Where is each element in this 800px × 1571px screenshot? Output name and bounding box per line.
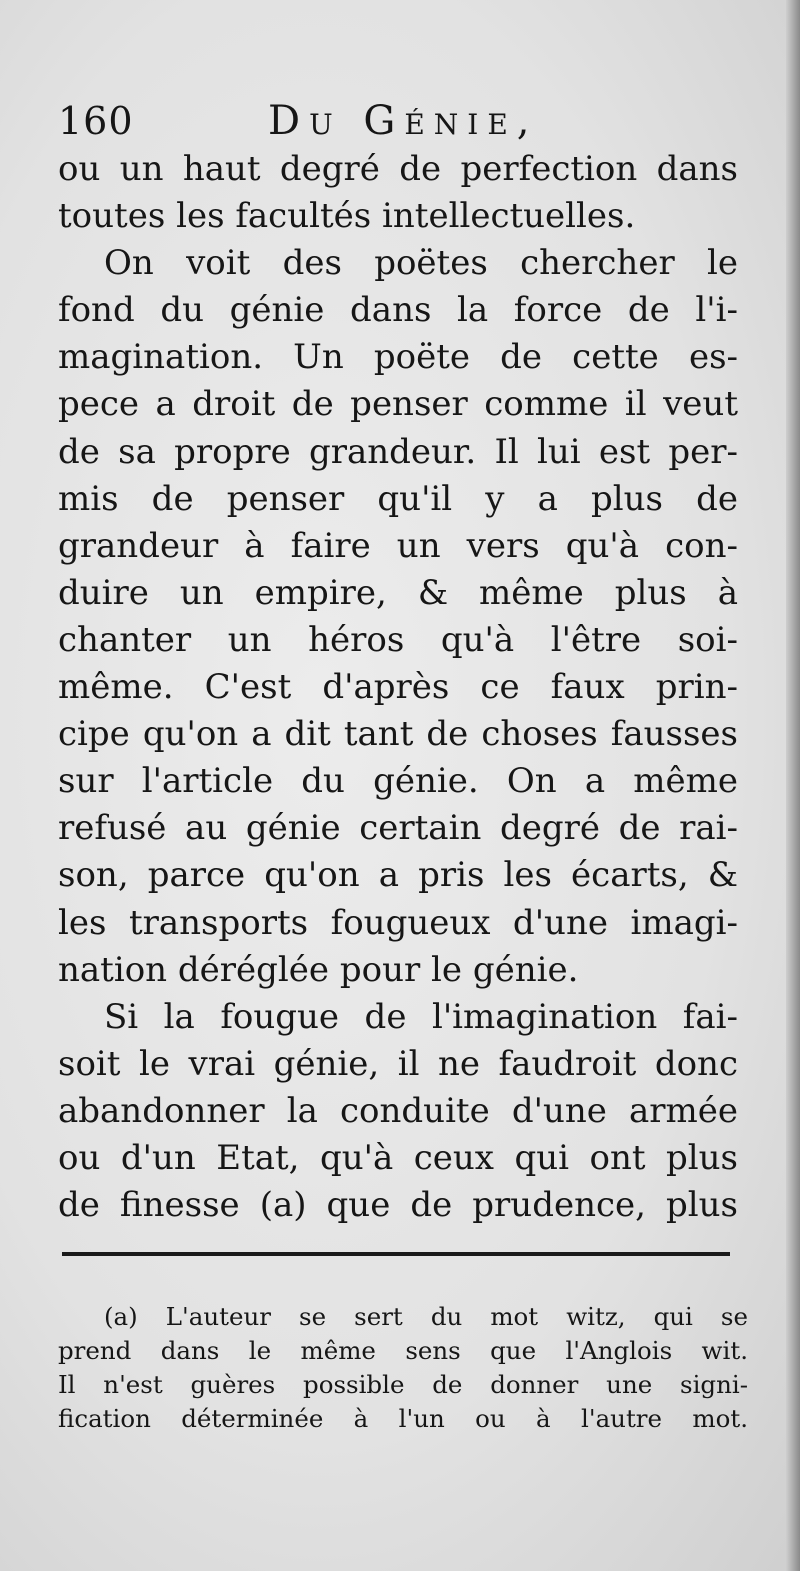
- page-number: 160: [58, 99, 134, 143]
- text-line: duire un empire, & même plus à: [58, 572, 738, 613]
- text-line: cipe qu'on a dit tant de choses fausses: [58, 714, 738, 755]
- footnote-rule: [62, 1252, 730, 1256]
- running-title: Du Génie,: [268, 98, 539, 144]
- text-line: ou d'un Etat, qu'à ceux qui ont plus: [58, 1137, 738, 1178]
- text-line: On voit des poëtes chercher le: [104, 243, 738, 284]
- text-line: même. C'est d'après ce faux prin-: [58, 667, 738, 708]
- text-line: abandonner la conduite d'une armée: [58, 1090, 738, 1131]
- footnote-line: (a) L'auteur se sert du mot witz, qui se: [104, 1302, 748, 1331]
- footnote-line: Il n'est guères possible de donner une signi-: [58, 1370, 748, 1399]
- page-edge-shadow: [786, 0, 800, 1571]
- text-line: mis de penser qu'il y a plus de: [58, 478, 738, 519]
- text-line: de sa propre grandeur. Il lui est per-: [58, 431, 738, 472]
- text-line: refusé au génie certain degré de rai-: [58, 808, 738, 849]
- text-line: toutes les facultés intellectuelles.: [58, 196, 636, 237]
- footnote-line: fication déterminée à l'un ou à l'autre mot.: [58, 1404, 748, 1433]
- text-line: nation déréglée pour le génie.: [58, 949, 579, 990]
- body-text: [58, 146, 738, 1229]
- page-header: [58, 96, 738, 146]
- text-line: fond du génie dans la force de l'i-: [58, 290, 738, 331]
- text-line: de finesse (a) que de prudence, plus: [58, 1185, 738, 1226]
- text-line: ou un haut degré de perfection dans: [58, 149, 738, 189]
- text-line: soit le vrai génie, il ne faudroit donc: [58, 1043, 738, 1084]
- text-line: grandeur à faire un vers qu'à con-: [58, 525, 738, 566]
- text-line: Si la fougue de l'imagination fai-: [104, 996, 738, 1037]
- text-line: sur l'article du génie. On a même: [58, 761, 738, 802]
- footnote-line: prend dans le même sens que l'Anglois wit.: [58, 1336, 748, 1365]
- text-line: les transports fougueux d'une imagi-: [58, 902, 738, 943]
- text-line: magination. Un poëte de cette es-: [58, 337, 738, 378]
- text-line: son, parce qu'on a pris les écarts, &: [58, 855, 738, 896]
- footnote: [58, 1300, 748, 1436]
- text-line: pece a droit de penser comme il veut: [58, 384, 738, 425]
- text-line: chanter un héros qu'à l'être soi-: [58, 619, 738, 660]
